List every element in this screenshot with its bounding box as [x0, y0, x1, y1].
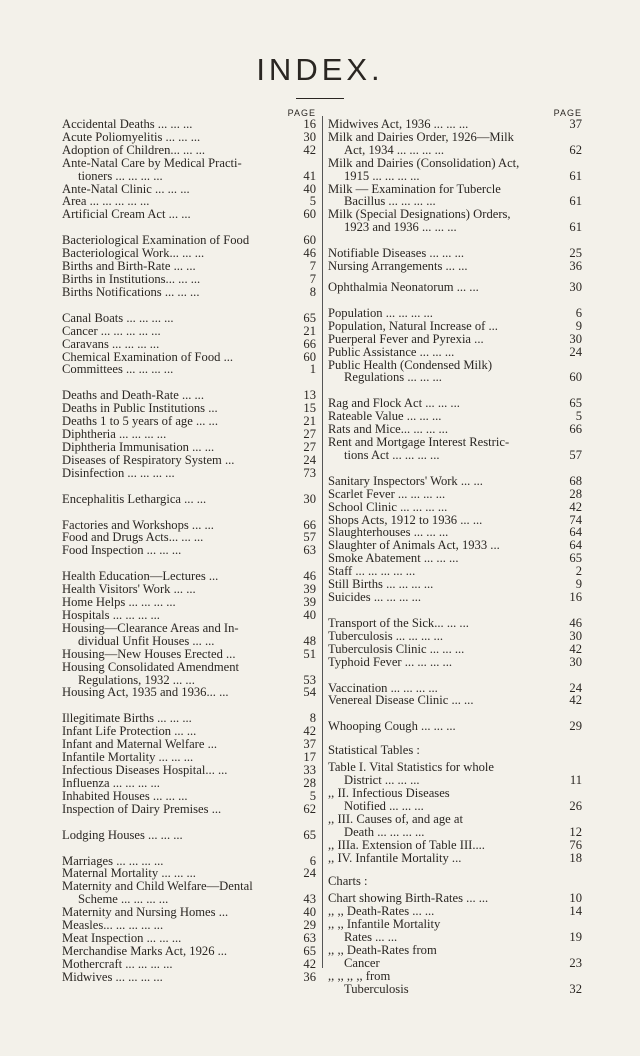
index-entries-left	[62, 118, 316, 984]
entry-text: Factories and Workshops ... ...	[62, 517, 214, 532]
entry-text: Lodging Houses ... ... ...	[62, 827, 183, 842]
index-entry	[328, 591, 582, 604]
page-number: 33	[303, 762, 316, 777]
entry-text: Staff ... ... ... ... ...	[328, 564, 416, 579]
entry-text: ,, IV. Infantile Mortality ...	[328, 850, 462, 865]
page-number: 24	[569, 680, 582, 695]
page-number: 5	[575, 409, 582, 424]
page-number: 57	[569, 447, 582, 462]
entry-text: Health Education—Lectures ...	[62, 569, 219, 584]
page-number: 30	[303, 129, 316, 144]
entry-text: Inspection of Dairy Premises ...	[62, 801, 222, 816]
entry-text: Table I. Vital Statistics for whole	[328, 760, 495, 775]
entry-text: Measles... ... ... ... ...	[62, 918, 164, 933]
page-number: 30	[303, 491, 316, 506]
entry-text: Public Assistance ... ... ...	[328, 344, 455, 359]
index-entry	[62, 777, 316, 790]
entry-text: Chart showing Birth-Rates ... ...	[328, 891, 489, 906]
index-entry	[62, 945, 316, 958]
page-number: 32	[569, 981, 582, 996]
index-entry	[62, 609, 316, 622]
page-number: 24	[569, 344, 582, 359]
section-gap	[62, 480, 316, 493]
index-entry	[328, 720, 582, 733]
entry-text-continued: Notified ... ... ...	[344, 798, 424, 813]
page-number: 42	[569, 499, 582, 514]
entry-text: Housing Consolidated Amendment	[62, 659, 240, 674]
page-number: 63	[303, 543, 316, 558]
page-number: 28	[303, 775, 316, 790]
index-entry	[62, 467, 316, 480]
entry-text: Still Births ... ... ... ...	[328, 577, 434, 592]
index-entry	[328, 630, 582, 643]
page-number: 61	[569, 220, 582, 235]
page-number: 76	[569, 837, 582, 852]
entry-text: Marriages ... ... ... ...	[62, 853, 164, 868]
index-entry	[328, 118, 582, 131]
index-column-right	[328, 108, 582, 996]
page-number: 5	[309, 194, 316, 209]
entry-text: Vaccination ... ... ... ...	[328, 680, 438, 695]
page-number: 62	[303, 801, 316, 816]
page-number: 7	[309, 259, 316, 274]
entry-text: Nursing Arrangements ... ...	[328, 259, 468, 274]
page-number: 40	[303, 608, 316, 622]
page-number: 54	[303, 685, 316, 700]
entry-text: Births in Institutions... ... ...	[62, 271, 201, 286]
entry-text: Ophthalmia Neonatorum ... ...	[328, 279, 479, 294]
entry-text: Rats and Mice... ... ... ...	[328, 422, 448, 437]
entry-text-continued: tioners ... ... ... ...	[78, 168, 163, 183]
page-number: 66	[569, 422, 582, 437]
index-entry	[328, 501, 582, 514]
index-entry	[328, 183, 582, 209]
entry-text: Maternity and Nursing Homes ...	[62, 905, 229, 920]
page-number: 24	[303, 866, 316, 881]
entry-text-continued: Rates ... ...	[344, 930, 398, 945]
entry-text-continued: dividual Unfit Houses ... ...	[78, 633, 215, 648]
index-entry	[62, 764, 316, 777]
entry-text: Food Inspection ... ... ...	[62, 543, 182, 558]
entry-text: Rateable Value ... ... ...	[328, 409, 442, 424]
page-number: 74	[569, 512, 582, 527]
entry-text: Infant Life Protection ... ...	[62, 724, 197, 739]
page-number: 60	[303, 233, 316, 248]
index-entry	[62, 544, 316, 557]
index-entry	[62, 273, 316, 286]
page-title: INDEX.	[256, 52, 384, 87]
page-number: 60	[569, 370, 582, 385]
entry-text: Health Visitors' Work ... ...	[62, 582, 196, 597]
index-column-left	[62, 108, 316, 984]
section-gap	[62, 816, 316, 829]
index-entry	[62, 428, 316, 441]
page-number: 29	[569, 719, 582, 734]
column-divider	[322, 116, 323, 968]
entry-text: Milk (Special Designations) Orders,	[328, 207, 511, 222]
index-entry	[62, 144, 316, 157]
entry-text: Inhabited Houses ... ... ...	[62, 788, 188, 803]
entry-text: Accidental Deaths ... ... ...	[62, 117, 193, 131]
index-entry	[328, 488, 582, 501]
entry-text-continued: Regulations ... ... ...	[344, 370, 442, 385]
page-number: 62	[569, 142, 582, 157]
entry-text: Slaughterhouses ... ... ...	[328, 525, 449, 540]
page-number: 24	[303, 452, 316, 467]
page-number: 37	[569, 117, 582, 131]
entry-text: Meat Inspection ... ... ...	[62, 930, 182, 945]
page-number: 16	[303, 117, 316, 131]
page-number: 73	[303, 465, 316, 480]
page-number: 8	[309, 711, 316, 726]
section-gap	[328, 864, 582, 872]
entry-text: Cancer ... ... ... ... ...	[62, 323, 161, 338]
index-entry	[62, 208, 316, 221]
index-entry	[328, 694, 582, 707]
entry-text: Canal Boats ... ... ... ...	[62, 310, 174, 325]
page-number: 40	[303, 181, 316, 196]
index-subheading: Charts :	[328, 874, 368, 889]
index-entry	[62, 454, 316, 467]
entry-text: Illegitimate Births ... ... ...	[62, 711, 192, 726]
entry-text: ,, ,, ,, ,, from	[328, 968, 391, 983]
index-entry	[328, 813, 582, 839]
page-number: 2	[575, 564, 582, 579]
index-entry	[62, 312, 316, 325]
index-entry	[328, 346, 582, 359]
entry-text: ,, ,, Infantile Mortality	[328, 917, 441, 932]
index-entry	[328, 761, 582, 787]
index-entry	[328, 131, 582, 157]
entry-text: ,, IIIa. Extension of Table III....	[328, 837, 485, 852]
entry-text: Births and Birth-Rate ... ...	[62, 259, 196, 274]
page-number: 21	[303, 414, 316, 429]
entry-text-continued: Regulations, 1932 ... ...	[78, 672, 195, 687]
page-number: 65	[569, 396, 582, 411]
page-number: 43	[303, 892, 316, 907]
entry-text: Mothercraft ... ... ... ...	[62, 956, 173, 971]
page-number: 61	[569, 168, 582, 183]
entry-text: Population, Natural Increase of ...	[328, 318, 498, 333]
page-number: 21	[303, 323, 316, 338]
entry-text: Whooping Cough ... ... ...	[328, 719, 456, 734]
index-entry	[328, 333, 582, 346]
page-number: 42	[303, 142, 316, 157]
entry-text: Hospitals ... ... ... ...	[62, 608, 160, 622]
page-column-label: PAGE	[553, 108, 582, 118]
entry-text: Deaths 1 to 5 years of age ... ...	[62, 414, 218, 429]
index-entry	[328, 656, 582, 669]
index-entry	[62, 932, 316, 945]
page-number: 36	[303, 969, 316, 984]
page-number: 25	[569, 246, 582, 261]
section-gap	[62, 842, 316, 855]
page-number: 48	[303, 633, 316, 648]
entry-text: Milk and Dairies Order, 1926—Milk	[328, 129, 514, 144]
page-number: 65	[569, 551, 582, 566]
index-entry	[328, 436, 582, 462]
index-entries-right	[328, 118, 582, 996]
page-number: 60	[303, 207, 316, 222]
page-number: 53	[303, 672, 316, 687]
entry-text: Bacteriological Work... ... ...	[62, 246, 205, 261]
page-number: 41	[303, 168, 316, 183]
entry-text: Suicides ... ... ... ...	[328, 590, 422, 604]
page-number: 63	[303, 930, 316, 945]
page-number: 65	[303, 310, 316, 325]
page-number: 66	[303, 336, 316, 351]
index-entry	[62, 441, 316, 454]
page-number: 15	[303, 401, 316, 416]
page-number: 57	[303, 530, 316, 545]
page-number: 6	[309, 853, 316, 868]
entry-text: Encephalitis Lethargica ... ...	[62, 491, 207, 506]
page-number: 30	[569, 279, 582, 294]
entry-text: Rag and Flock Act ... ... ...	[328, 396, 460, 411]
entry-text: ,, ,, Death-Rates ... ...	[328, 904, 435, 919]
entry-text: Notifiable Diseases ... ... ...	[328, 246, 465, 261]
index-entry	[328, 918, 582, 944]
page-number: 18	[569, 850, 582, 865]
page-number: 65	[303, 943, 316, 958]
page-number: 42	[303, 956, 316, 971]
section-gap	[328, 462, 582, 475]
entry-text-continued: tions Act ... ... ... ...	[344, 447, 440, 462]
index-entry	[328, 787, 582, 813]
index-entry	[62, 157, 316, 183]
entry-text: Slaughter of Animals Act, 1933 ...	[328, 538, 500, 553]
entry-text: Typhoid Fever ... ... ... ...	[328, 654, 452, 669]
page-number: 23	[569, 955, 582, 970]
page-number: 60	[303, 349, 316, 364]
index-entry	[62, 648, 316, 661]
page-number: 30	[569, 654, 582, 669]
entry-text: Puerperal Fever and Pyrexia ...	[328, 331, 484, 346]
entry-text-continued: 1915 ... ... ... ...	[344, 168, 420, 183]
page-number: 64	[569, 538, 582, 553]
page-number: 39	[303, 595, 316, 610]
entry-text: Disinfection ... ... ... ...	[62, 465, 175, 480]
page-number: 37	[303, 737, 316, 752]
page-number: 42	[569, 693, 582, 708]
page-number: 64	[569, 525, 582, 540]
entry-text: Infectious Diseases Hospital... ...	[62, 762, 228, 777]
page-number: 1	[309, 362, 316, 377]
entry-text-continued: Act, 1934 ... ... ... ...	[344, 142, 445, 157]
index-entry	[62, 338, 316, 351]
entry-text-continued: Cancer	[344, 955, 380, 970]
entry-text: Smoke Abatement ... ... ...	[328, 551, 459, 566]
page-number: 13	[303, 388, 316, 403]
page-number: 11	[569, 773, 582, 788]
entry-text-continued: 1923 and 1936 ... ... ...	[344, 220, 457, 235]
index-entry	[62, 325, 316, 338]
entry-text: Milk — Examination for Tubercle	[328, 181, 501, 196]
index-entry	[328, 208, 582, 234]
index-subheading: Statistical Tables :	[328, 743, 420, 758]
entry-text: Diseases of Respiratory System ...	[62, 452, 235, 467]
page-number: 12	[569, 824, 582, 839]
section-gap	[328, 604, 582, 617]
page-number: 27	[303, 439, 316, 454]
page-number: 6	[575, 305, 582, 320]
entry-text: Births Notifications ... ... ...	[62, 284, 200, 299]
entry-text: Influenza ... ... ... ...	[62, 775, 160, 790]
section-gap	[62, 299, 316, 312]
index-entry	[328, 839, 582, 852]
entry-text-continued: Bacillus ... ... ... ...	[344, 194, 436, 209]
index-entry	[328, 852, 582, 865]
index-entry	[62, 686, 316, 699]
section-gap	[328, 733, 582, 741]
entry-text: Food and Drugs Acts... ... ...	[62, 530, 204, 545]
index-entry	[328, 260, 582, 273]
entry-text: Shops Acts, 1912 to 1936 ... ...	[328, 512, 483, 527]
index-entry	[328, 617, 582, 630]
page-number: 39	[303, 582, 316, 597]
entry-text: Ante-Natal Clinic ... ... ...	[62, 181, 190, 196]
entry-text: Scarlet Fever ... ... ... ...	[328, 486, 446, 501]
section-gap	[328, 294, 582, 307]
index-entry	[62, 880, 316, 906]
page-number: 42	[569, 641, 582, 656]
entry-text: Housing—Clearance Areas and In-	[62, 620, 239, 635]
page-number: 9	[575, 577, 582, 592]
entry-text: Housing Act, 1935 and 1936... ...	[62, 685, 229, 700]
index-entry	[62, 661, 316, 687]
entry-text: Sanitary Inspectors' Work ... ...	[328, 473, 483, 488]
entry-text: Diphtheria Immunisation ... ...	[62, 439, 215, 454]
entry-text: Deaths and Death-Rate ... ...	[62, 388, 204, 403]
index-entry	[328, 359, 582, 385]
entry-text: Acute Poliomyelitis ... ... ...	[62, 129, 201, 144]
entry-text: Ante-Natal Care by Medical Practi-	[62, 155, 242, 170]
page-number: 16	[569, 590, 582, 604]
index-entry	[328, 475, 582, 488]
index-entry	[62, 829, 316, 842]
index-entry	[62, 493, 316, 506]
entry-text-continued: Death ... ... ... ...	[344, 824, 425, 839]
page-number: 30	[569, 628, 582, 643]
entry-text: Adoption of Children... ... ...	[62, 142, 206, 157]
page-number: 28	[569, 486, 582, 501]
page-number: 10	[569, 891, 582, 906]
entry-text: Maternity and Child Welfare—Dental	[62, 879, 253, 894]
entry-text: Venereal Disease Clinic ... ...	[328, 693, 474, 708]
page-number: 51	[303, 646, 316, 661]
entry-text-continued: Tuberculosis	[344, 981, 409, 996]
entry-text: Transport of the Sick... ... ...	[328, 615, 469, 630]
index-entry	[62, 958, 316, 971]
entry-text: Diphtheria ... ... ... ...	[62, 427, 167, 442]
entry-text: Home Helps ... ... ... ...	[62, 595, 176, 610]
entry-text: Midwives ... ... ... ...	[62, 969, 163, 984]
index-entry	[62, 118, 316, 131]
page-number: 42	[303, 724, 316, 739]
page-number: 61	[569, 194, 582, 209]
entry-text: Bacteriological Examination of Food	[62, 233, 250, 248]
entry-text: Infant and Maternal Welfare ...	[62, 737, 218, 752]
index-entry	[62, 363, 316, 376]
page-number: 29	[303, 918, 316, 933]
page-number: 66	[303, 517, 316, 532]
entry-text: Population ... ... ... ...	[328, 305, 433, 320]
page-number: 26	[569, 798, 582, 813]
entry-text: Public Health (Condensed Milk)	[328, 357, 493, 372]
entry-text: Rent and Mortgage Interest Restric-	[328, 435, 510, 450]
index-entry	[328, 281, 582, 294]
index-entry	[62, 131, 316, 144]
page-number: 19	[569, 930, 582, 945]
entry-text: Artificial Cream Act ... ...	[62, 207, 191, 222]
page-number: 5	[309, 788, 316, 803]
page-number: 17	[303, 750, 316, 765]
section-gap	[328, 669, 582, 682]
index-entry	[328, 944, 582, 970]
entry-text: Tuberculosis Clinic ... ... ...	[328, 641, 465, 656]
entry-text: Tuberculosis ... ... ... ...	[328, 628, 443, 643]
page-number: 46	[303, 569, 316, 584]
index-entry	[62, 971, 316, 984]
page-number: 68	[569, 473, 582, 488]
page-number: 27	[303, 427, 316, 442]
entry-text: Chemical Examination of Food ...	[62, 349, 234, 364]
entry-text: Caravans ... ... ... ...	[62, 336, 160, 351]
index-entry	[328, 157, 582, 183]
page-number: 7	[309, 271, 316, 286]
page-number: 40	[303, 905, 316, 920]
entry-text: ,, II. Infectious Diseases	[328, 785, 450, 800]
page-column-label: PAGE	[287, 108, 316, 118]
entry-text: School Clinic ... ... ... ...	[328, 499, 448, 514]
entry-text: ,, ,, Death-Rates from	[328, 942, 437, 957]
entry-text: Deaths in Public Institutions ...	[62, 401, 218, 416]
entry-text: Committees ... ... ... ...	[62, 362, 174, 377]
page-number: 36	[569, 259, 582, 274]
page-number: 30	[569, 331, 582, 346]
page-number: 46	[303, 246, 316, 261]
entry-text: ,, III. Causes of, and age at	[328, 811, 463, 826]
entry-text: Midwives Act, 1936 ... ... ...	[328, 117, 469, 131]
page-number: 65	[303, 827, 316, 842]
index-entry	[328, 320, 582, 333]
section-gap	[62, 506, 316, 519]
entry-text: Maternal Mortality ... ... ...	[62, 866, 196, 881]
entry-text: Area ... ... ... ... ...	[62, 194, 150, 209]
page-number: 9	[575, 318, 582, 333]
index-entry	[62, 919, 316, 932]
entry-text: Milk and Dairies (Consolidation) Act,	[328, 155, 520, 170]
entry-text: Infantile Mortality ... ... ...	[62, 750, 194, 765]
entry-text-continued: Scheme ... ... ... ...	[78, 892, 169, 907]
index-entry	[328, 970, 582, 996]
index-entry	[62, 803, 316, 816]
title-rule	[296, 98, 344, 99]
index-entry	[62, 790, 316, 803]
page-number: 46	[569, 615, 582, 630]
index-entry	[62, 622, 316, 648]
entry-text-continued: District ... ... ...	[344, 773, 420, 788]
page-number: 8	[309, 284, 316, 299]
entry-text: Housing—New Houses Erected ...	[62, 646, 236, 661]
index-entry	[328, 643, 582, 656]
index-entry	[328, 307, 582, 320]
index-entry	[62, 286, 316, 299]
entry-text: Merchandise Marks Act, 1926 ...	[62, 943, 228, 958]
page-number: 14	[569, 904, 582, 919]
